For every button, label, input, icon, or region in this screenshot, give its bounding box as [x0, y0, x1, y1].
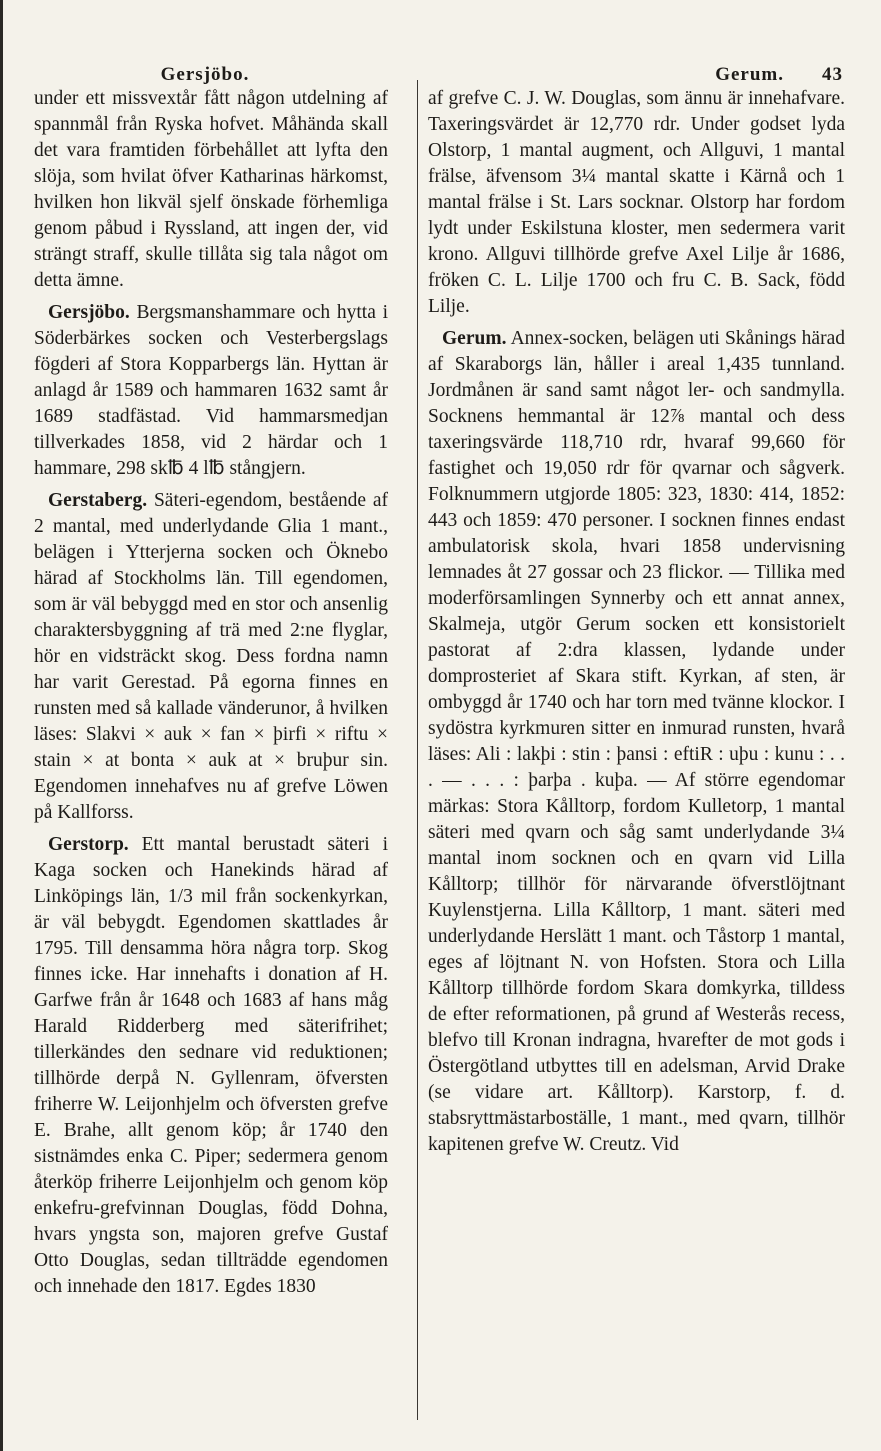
page-edge [0, 0, 3, 1451]
entry-gerum [428, 326, 845, 1158]
headword: Gerstaberg. [48, 490, 148, 511]
entry-text: Annex-socken, belägen uti Skånings härad af Skaraborgs län, håller i areal 1,435 tunnland. Jordmånen är sand samt något ler- och sandmylla. Socknens hemmantal är 12⅞ mantal och dess taxeringsvärde 118,710 rdr, hvaraf 99,660 för fastighet och 19,050 rdr för qvarnar och sågverk. Folknummern utgjorde 1805: 323, 1830: 414, 1852: 443 och 1859: 470 personer. I socknen finnes endast ambulatorisk skola, hvari 1858 undervisning lemnades åt 27 gossar och 23 flickor. — Tillika med moderförsamlingen Synnerby och ett annat annex, Skalmeja, utgör Gerum socken ett konsistorielt pastorat af 2:dra klassen, lydande under domprosteriet af Skara stift. Kyrkan, af sten, är ombyggd år 1740 och har torn med tvänne klockor. I sydöstra kyrkmuren sitter en inmurad runsten, hvarå läses: Ali : lakþi : stin : þansi : eftiR : uþu : kunu : . . . — . . . : þarþa . kuþa. — Af större egendomar märkas: Stora Kålltorp, fordom Kulletorp, 1 mantal säteri med qvarn och såg samt underlydande 3¼ mantal inom socknen och en qvarn vid Lilla Kålltorp; tillhör för närvarande öfverstlöjtnant Kuylenstjerna. Lilla Kålltorp, 1 mant. säteri med underlydande Herslätt 1 mant. och Tåstorp 1 mantal, eges af löjtnant N. von Hofsten. Stora och Lilla Kålltorp tillhörde fordom Skara domkyrka, tilldess de efter reformationen, på grund af Westerås recess, blefvo till Kronan indragna, hvarefter de mot gods i Östergötland utbyttes till en adelsman, Arvid Drake (se vidare art. Kålltorp). Karstorp, f. d. stabsryttmästarboställe, 1 mant., med qvarn, tillhör kapitenen grefve W. Creutz. Vid [428, 328, 845, 1155]
headword: Gersjöbo. [48, 302, 130, 323]
entry-text: Bergsmanshammare och hytta i Söderbärkes socken och Vesterbergslags fögderi af Stora Kopparbergs län. Hyttan är anlagd år 1589 och hammaren 1632 samt år 1689 stadfästad. Vid hammarsmedjan tillverkades 1858, vid 2 härdar och 1 hammare, 298 sk℔ 4 l℔ stångjern. [34, 302, 388, 479]
column-divider [417, 80, 418, 1420]
left-column [34, 86, 388, 1306]
right-column [428, 86, 845, 1164]
entry-text: Säteri-egendom, bestående af 2 mantal, med underlydande Glia 1 mant., belägen i Ytterjerna socken och Öknebo härad af Stockholms län. Till egendomen, som är väl bebyggd med en stor och ansenlig charaktersbyggning af trä med 2:ne flyglar, hör en vidsträckt skog. Dess fordna namn har varit Gerestad. På egorna finnes en runsten med så kallade vänderunor, å hvilken läses: Slakvi × auk × fan × þirfi × riftu × stain × at bonta × auk at × bruþur sin. Egendomen innehafves nu af grefve Löwen på Kallforss. [34, 490, 389, 823]
entry-gersjobo [34, 300, 388, 482]
headword: Gerstorp. [48, 834, 129, 855]
continued-paragraph: af grefve C. J. W. Douglas, som ännu är innehafvare. Taxeringsvärdet är 12,770 rdr. Under godset lyda Olstorp, 1 mantal augment, och Allguvi, 1 mantal frälse, äfvensom 3¼ mantal skatte i Kärnå och 1 mantal frälse i St. Lars socknar. Olstorp har fordom lydt under Eskilstuna kloster, men sedermera varit krono. Allguvi tillhörde grefve Axel Lilje år 1686, fröken C. L. Lilje 1700 och fru C. B. Sack, född Lilje. [428, 88, 845, 317]
entry-text: Ett mantal berustadt säteri i Kaga socken och Hanekinds härad af Linköpings län, 1/3 mil från sockenkyrkan, är väl bebygdt. Egendomen skattlades år 1795. Till densamma höra några torp. Skog finnes icke. Har innehafts i donation af H. Garfwe från år 1648 och 1683 af hans måg Harald Ridderberg med säterifrihet; tillerkändes den sednare vid reduktionen; tillhörde derpå N. Gyllenram, öfversten friherre W. Leijonhjelm och öfversten grefve E. Brahe, allt genom köp; år 1740 den sistnämdes enka C. Piper; sedermera genom återköp friherre Leijonhjelm och genom köp enkefru-grefvinnan Douglas, född Dohna, hvars yngsta son, majoren grefve Gustaf Otto Douglas, sedan tillträdde egendomen och innehade den 1817. Egdes 1830 [34, 834, 388, 1297]
headword: Gerum. [442, 328, 507, 349]
entry-gerstorp [34, 832, 388, 1300]
running-head-right: Gerum. [715, 64, 784, 85]
running-head-left: Gersjöbo. [160, 64, 250, 85]
continued-paragraph: under ett missvextår fått någon utdelning af spannmål från Ryska hofvet. Måhända skall det vara framtiden förbehållet att lyfta den slöja, som hvilat öfver Katharinas härkomst, hvilken hon likväl sjelf önskade förhemliga genom påbud i Ryssland, att ingen der, vid strängt straff, skulle tillåta sig tala något om detta ämne. [34, 88, 388, 291]
page-number: 43 [822, 64, 843, 85]
entry-gerstaberg [34, 488, 388, 826]
